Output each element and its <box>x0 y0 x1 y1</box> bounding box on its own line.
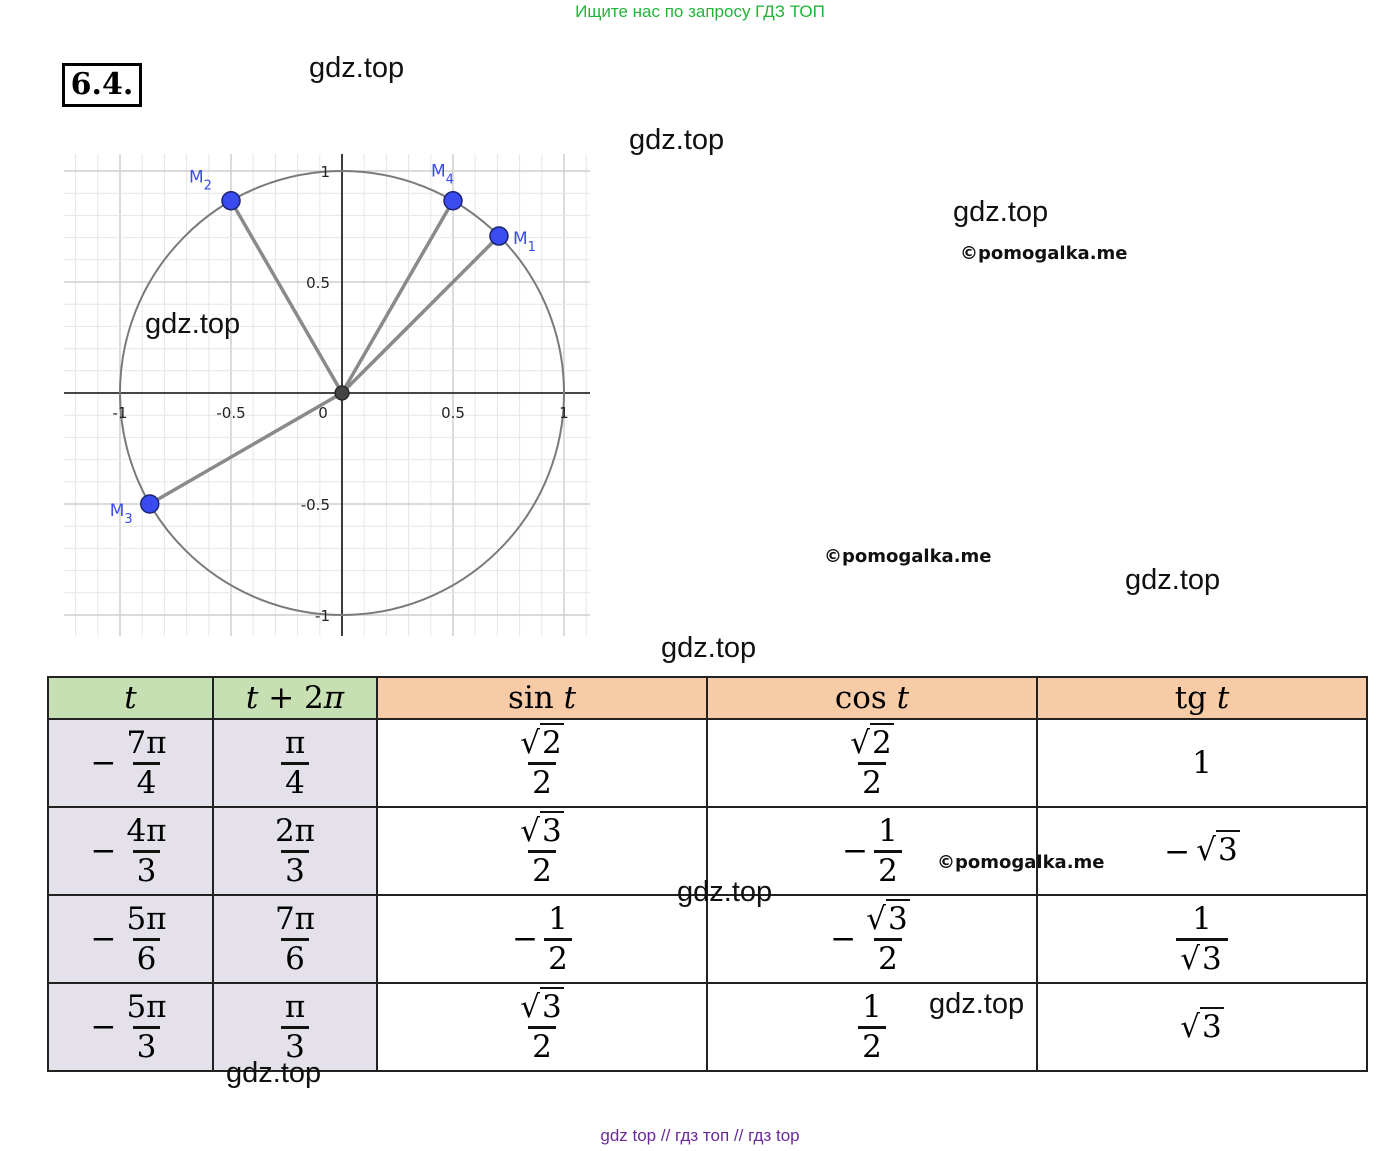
cell-t: − $\frac{4\pi}{3}$ <box>48 807 213 895</box>
header-cos: cos t <box>707 677 1037 719</box>
cell-tg: − √3 <box>1037 807 1367 895</box>
x-tick-label: 0.5 <box>441 404 465 422</box>
footer-links <box>0 1126 1400 1146</box>
cell-t-plus-2pi: $\frac{\pi}{3}$ <box>213 983 377 1071</box>
point-m2 <box>222 192 240 210</box>
problem-number: 6.4. <box>62 63 142 107</box>
point-label-m1: $M_1$ <box>512 229 536 256</box>
radius-segment <box>231 201 342 393</box>
point-m4 <box>444 192 462 210</box>
y-tick-label: 0.5 <box>306 274 330 292</box>
cell-tg: $\frac{1}{√3}$ <box>1037 895 1367 983</box>
point-label-m2: $M_2$ <box>189 167 212 194</box>
unit-circle-graph <box>60 150 595 640</box>
header-t: t <box>48 677 213 719</box>
cell-cos: $\frac{√2}{2}$ <box>707 719 1037 807</box>
footer-separator: // <box>660 1126 671 1145</box>
point-m1 <box>490 227 508 245</box>
point-label-m4: $M_4$ <box>431 161 454 188</box>
table-row <box>48 719 1367 807</box>
x-tick-label: -1 <box>112 404 128 422</box>
cell-cos: $\frac{1}{2}$ <box>707 983 1037 1071</box>
cell-tg: 1 <box>1037 719 1367 807</box>
footer-link-gdz-top-mixed[interactable]: гдз top <box>748 1126 800 1145</box>
cell-tg: √3 <box>1037 983 1367 1071</box>
cell-cos: − $\frac{1}{2}$ <box>707 807 1037 895</box>
header-t-plus-2pi: t + 2π <box>213 677 377 719</box>
y-tick-label: 1 <box>320 163 330 181</box>
cell-t-plus-2pi: $\frac{7\pi}{6}$ <box>213 895 377 983</box>
cell-t: − $\frac{7\pi}{4}$ <box>48 719 213 807</box>
x-tick-label: -0.5 <box>216 404 246 422</box>
cell-t: − $\frac{5\pi}{6}$ <box>48 895 213 983</box>
table-header-row <box>48 677 1367 719</box>
trig-values-table <box>47 676 1368 1072</box>
header-sin: sin t <box>377 677 707 719</box>
point-label-m3: $M_3$ <box>109 501 133 527</box>
graph-grid <box>64 154 590 636</box>
cell-t-plus-2pi: $\frac{2\pi}{3}$ <box>213 807 377 895</box>
cell-sin: $\frac{√3}{2}$ <box>377 983 707 1071</box>
watermark-pomogalka: ©pomogalka.me <box>824 546 992 567</box>
x-tick-label: 1 <box>559 404 569 422</box>
cell-cos: − $\frac{√3}{2}$ <box>707 895 1037 983</box>
watermark-gdz: gdz.top <box>629 124 725 156</box>
footer-link-gdz-top-ru[interactable]: гдз топ <box>675 1126 730 1145</box>
radius-segment <box>150 393 342 504</box>
y-tick-label: -1 <box>315 607 330 625</box>
point-m3 <box>141 495 159 513</box>
watermark-gdz: gdz.top <box>309 52 405 84</box>
watermark-gdz: gdz.top <box>929 988 1025 1020</box>
footer-separator: // <box>733 1126 744 1145</box>
cell-sin: $\frac{√3}{2}$ <box>377 807 707 895</box>
watermark-gdz: gdz.top <box>953 196 1049 228</box>
y-tick-label: -0.5 <box>300 496 330 514</box>
watermark-gdz: gdz.top <box>677 876 773 908</box>
cell-t-plus-2pi: $\frac{\pi}{4}$ <box>213 719 377 807</box>
origin-point <box>335 386 349 400</box>
header-tg: tg t <box>1037 677 1367 719</box>
cell-sin: $\frac{√2}{2}$ <box>377 719 707 807</box>
cell-t: − $\frac{5\pi}{3}$ <box>48 983 213 1071</box>
cell-sin: − $\frac{1}{2}$ <box>377 895 707 983</box>
x-tick-label: 0 <box>318 404 328 422</box>
search-banner[interactable]: Ищите нас по запросу ГДЗ ТОП <box>575 2 825 21</box>
watermark-gdz: gdz.top <box>1125 564 1221 596</box>
watermark-gdz: gdz.top <box>661 632 757 664</box>
radius-segments <box>150 201 499 504</box>
watermark-pomogalka: ©pomogalka.me <box>960 243 1128 264</box>
watermark-gdz: gdz.top <box>145 308 241 340</box>
circle-points <box>110 162 536 527</box>
watermark-pomogalka: ©pomogalka.me <box>937 852 1105 873</box>
watermark-gdz: gdz.top <box>226 1057 322 1089</box>
footer-link-gdz-top[interactable]: gdz top <box>600 1126 657 1145</box>
